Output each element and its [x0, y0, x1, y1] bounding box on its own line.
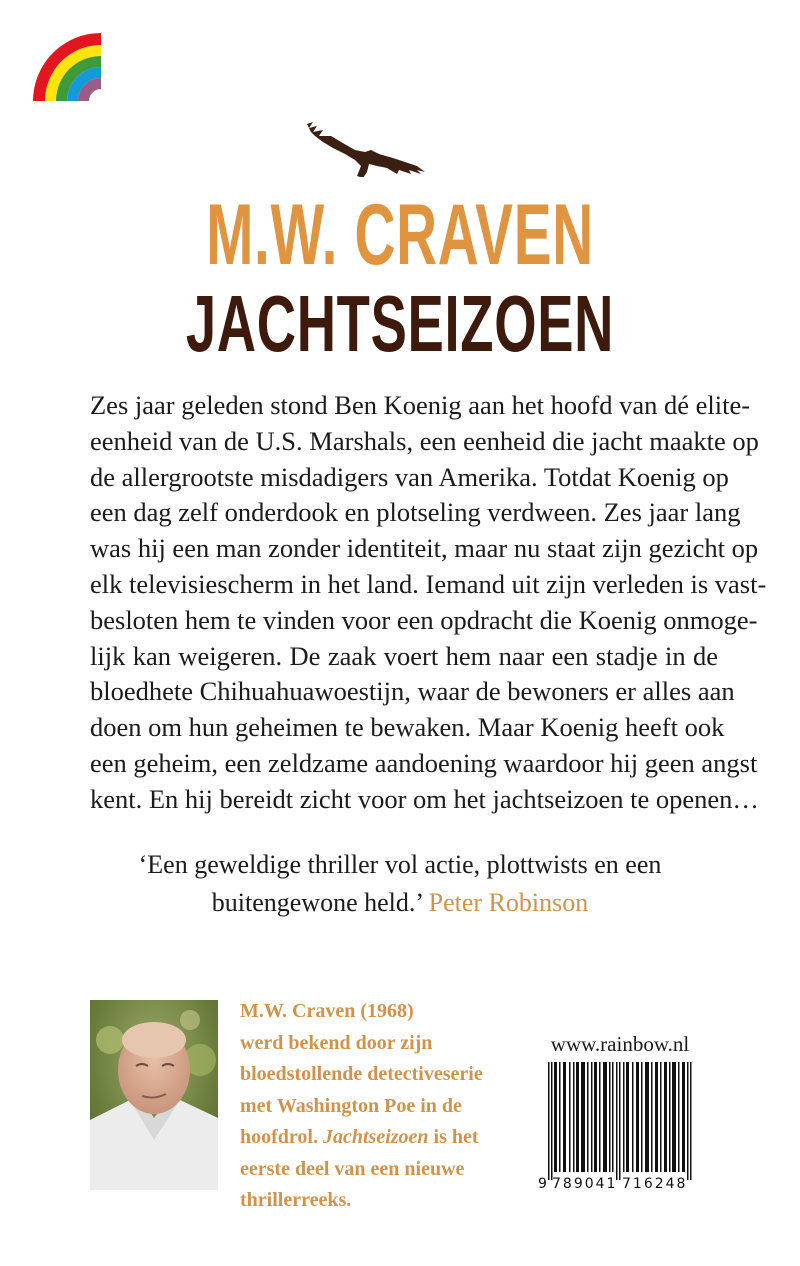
barcode-group-1: 789041: [552, 1176, 618, 1192]
quote-attribution: Peter Robinson: [428, 888, 589, 917]
blurb-line: doen om hun geheimen te bewaken. Maar Koenig heeft ook: [90, 712, 725, 743]
soaring-bird-icon: [305, 112, 430, 177]
book-title: JACHTSEIZOEN: [185, 279, 615, 368]
blurb-line: bloedhete Chihuahuawoestijn, waar de bewoners er alles aan: [90, 676, 735, 707]
bio-line: [240, 1122, 530, 1154]
bio-line: eerste deel van een nieuwe: [240, 1157, 465, 1180]
blurb-text: [90, 388, 767, 818]
quote-line: ‘Een geweldige thriller vol actie, plottwists en een: [138, 850, 662, 879]
blurb-line: besloten hem te vinden voor een opdracht die Koenig onmoge-: [90, 604, 758, 635]
quote-text: buitengewone held.’: [211, 888, 423, 917]
author-photo: [90, 1000, 218, 1190]
bio-line: thrillerreeks.: [240, 1189, 352, 1211]
bio-book-title: Jachtseizoen: [322, 1126, 429, 1148]
author-name: M.W. CRAVEN: [206, 187, 594, 283]
blurb-line: kent. En hij bereidt zicht voor om het jachtseizoen te openen…: [90, 783, 759, 814]
bio-line: M.W. Craven (1968): [240, 1000, 414, 1022]
review-quote: [0, 846, 800, 922]
barcode-group-2: 716248: [622, 1176, 688, 1192]
bio-line: bloedstollende detectiveserie: [240, 1063, 483, 1085]
isbn-barcode: [538, 1062, 700, 1192]
blurb-line: een geheim, een zeldzame aandoening waardoor hij geen angst: [90, 747, 758, 778]
author-bio: [240, 996, 530, 1217]
blurb-line: een dag zelf onderdook en plotseling verdween. Zes jaar lang: [90, 497, 741, 528]
blurb-line: de allergrootste misdadigers van Amerika. Totdat Koenig op: [90, 461, 729, 492]
blurb-line: lijk kan weigeren. De zaak voert hem naar een stadje in de: [90, 640, 718, 671]
quote-line-2: [0, 884, 800, 922]
bio-text: hoofdrol.: [240, 1126, 323, 1148]
bio-line: werd bekend door zijn: [240, 1031, 433, 1054]
blurb-line: Zes jaar geleden stond Ben Koenig aan het hoofd van dé elite-: [90, 390, 751, 420]
publisher-website: www.rainbow.nl: [550, 1032, 690, 1056]
blurb-line: was hij een man zonder identiteit, maar nu staat zijn gezicht op: [90, 533, 759, 564]
barcode-lead-digit: 9: [538, 1176, 547, 1192]
blurb-line: eenheid van de U.S. Marshals, een eenheid die jacht maakte op: [90, 425, 759, 456]
bio-line: met Washington Poe in de: [240, 1094, 462, 1117]
bio-text: is het: [428, 1126, 479, 1148]
blurb-line: elk televisiescherm in het land. Iemand uit zijn verleden is vast-: [90, 568, 767, 599]
rainbow-logo-icon: [33, 33, 101, 101]
